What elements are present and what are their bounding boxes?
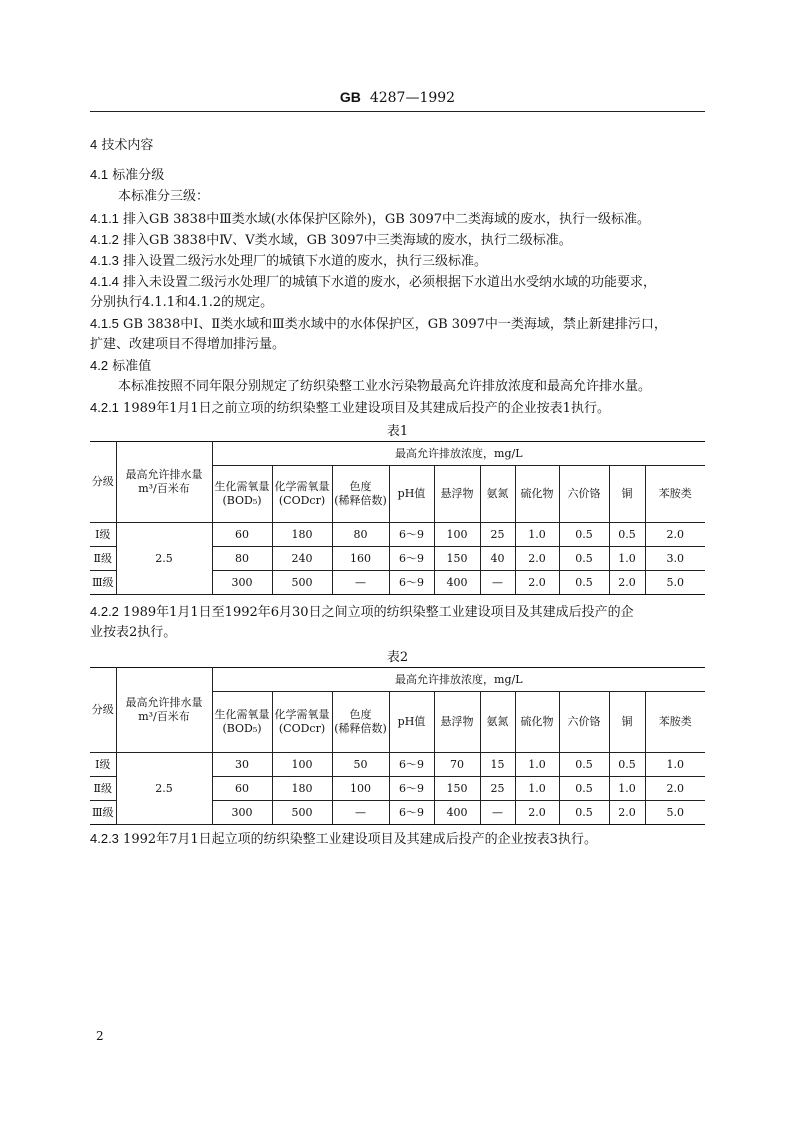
ss-header: 悬浮物 <box>434 466 480 523</box>
table-row: Ⅲ级 300 500 — 6～9 400 — 2.0 0.5 2.0 5.0 <box>90 801 705 825</box>
sulfide-header: 硫化物 <box>515 692 559 753</box>
cu-header: 铜 <box>609 466 645 523</box>
standard-number: 4287—1992 <box>369 90 456 106</box>
section-heading-4-2: 4.2 标准值 <box>90 358 152 374</box>
concentration-header: 最高允许排放浓度，mg/L <box>212 668 705 692</box>
table-1-caption: 表1 <box>386 424 409 439</box>
paragraph: 本标准分三级： <box>118 189 210 204</box>
clause-4-1-3: 4.1.3 排入设置二级污水处理厂的城镇下水道的废水，执行三级标准。 <box>90 253 488 269</box>
aniline-header: 苯胺类 <box>645 692 705 753</box>
running-header <box>90 89 705 106</box>
water-header: 最高允许排水量 m³/百米布 <box>116 668 212 753</box>
concentration-header: 最高允许排放浓度，mg/L <box>212 442 705 466</box>
table-row: Ⅱ级 80 240 160 6～9 150 40 2.0 0.5 1.0 3.0 <box>90 547 705 571</box>
clause-4-2-1: 4.2.1 1989年1月1日之前立项的纺织染整工业建设项目及其建成后投产的企业按表1执行。 <box>90 400 610 416</box>
cr6-header: 六价铬 <box>559 692 609 753</box>
nh3-header: 氨氮 <box>480 692 515 753</box>
clause-4-1-2: 4.1.2 排入GB 3838中Ⅳ、Ⅴ类水域，GB 3097中三类海域的废水，执行二级标准。 <box>90 232 572 248</box>
clause-4-2-3: 4.2.3 1992年7月1日起立项的纺织染整工业建设项目及其建成后投产的企业按表3执行。 <box>90 831 597 847</box>
paragraph: 本标准按照不同年限分别规定了纺织染整工业水污染物最高允许排放浓度和最高允许排水量。 <box>118 379 652 394</box>
color-header: 色度 (稀释倍数) <box>332 692 389 753</box>
clause-4-1-4-cont: 分别执行4.1.1和4.1.2的规定。 <box>90 295 274 310</box>
section-heading-4: 4 技术内容 <box>90 137 154 153</box>
color-header: 色度 (稀释倍数) <box>332 466 389 523</box>
clause-4-2-2: 4.2.2 1989年1月1日至1992年6月30日之间立项的纺织染整工业建设项目及其建成后投产的企 <box>90 604 634 620</box>
bod-header: 生化需氧量 (BOD₅) <box>212 692 272 753</box>
water-value: 2.5 <box>116 523 212 595</box>
table-row: Ⅲ级 300 500 — 6～9 400 — 2.0 0.5 2.0 5.0 <box>90 571 705 595</box>
clause-4-1-5-cont: 扩建、改建项目不得增加排污量。 <box>90 337 286 352</box>
water-header: 最高允许排水量 m³/百米布 <box>116 442 212 523</box>
table-row: Ⅱ级 60 180 100 6～9 150 25 1.0 0.5 1.0 2.0 <box>90 777 705 801</box>
nh3-header: 氨氮 <box>480 466 515 523</box>
cu-header: 铜 <box>609 692 645 753</box>
clause-4-1-4: 4.1.4 排入未设置二级污水处理厂的城镇下水道的废水，必须根据下水道出水受纳水域的功能要求， <box>90 274 657 290</box>
clause-4-1-5: 4.1.5 GB 3838中Ⅰ、Ⅱ类水域和Ⅲ类水域中的水体保护区，GB 3097中一类海域，禁止新建排污口， <box>90 316 667 332</box>
page-number: 2 <box>96 1029 104 1043</box>
header-rule <box>90 111 705 112</box>
ph-header: pH值 <box>389 692 434 753</box>
table-row: Ⅰ级 2.5 30 100 50 6～9 70 15 1.0 0.5 0.5 1.0 <box>90 753 705 777</box>
clause-4-2-2-cont: 业按表2执行。 <box>90 625 177 640</box>
standard-code: GB <box>339 89 361 105</box>
grade-header: 分级 <box>90 442 116 523</box>
section-heading-4-1: 4.1 标准分级 <box>90 167 165 183</box>
cod-header: 化学需氧量 (CODcr) <box>272 466 332 523</box>
ph-header: pH值 <box>389 466 434 523</box>
cod-header: 化学需氧量 (CODcr) <box>272 692 332 753</box>
aniline-header: 苯胺类 <box>645 466 705 523</box>
ss-header: 悬浮物 <box>434 692 480 753</box>
bod-header: 生化需氧量 (BOD₅) <box>212 466 272 523</box>
water-value: 2.5 <box>116 753 212 825</box>
clause-4-1-1: 4.1.1 排入GB 3838中Ⅲ类水域(水体保护区除外)，GB 3097中二类海域的废水，执行一级标准。 <box>90 211 651 227</box>
grade-header: 分级 <box>90 668 116 753</box>
table-1 <box>90 441 705 595</box>
table-row: Ⅰ级 2.5 60 180 80 6～9 100 25 1.0 0.5 0.5 2.0 <box>90 523 705 547</box>
table-2 <box>90 667 705 825</box>
table-2-caption: 表2 <box>386 650 409 665</box>
sulfide-header: 硫化物 <box>515 466 559 523</box>
cr6-header: 六价铬 <box>559 466 609 523</box>
